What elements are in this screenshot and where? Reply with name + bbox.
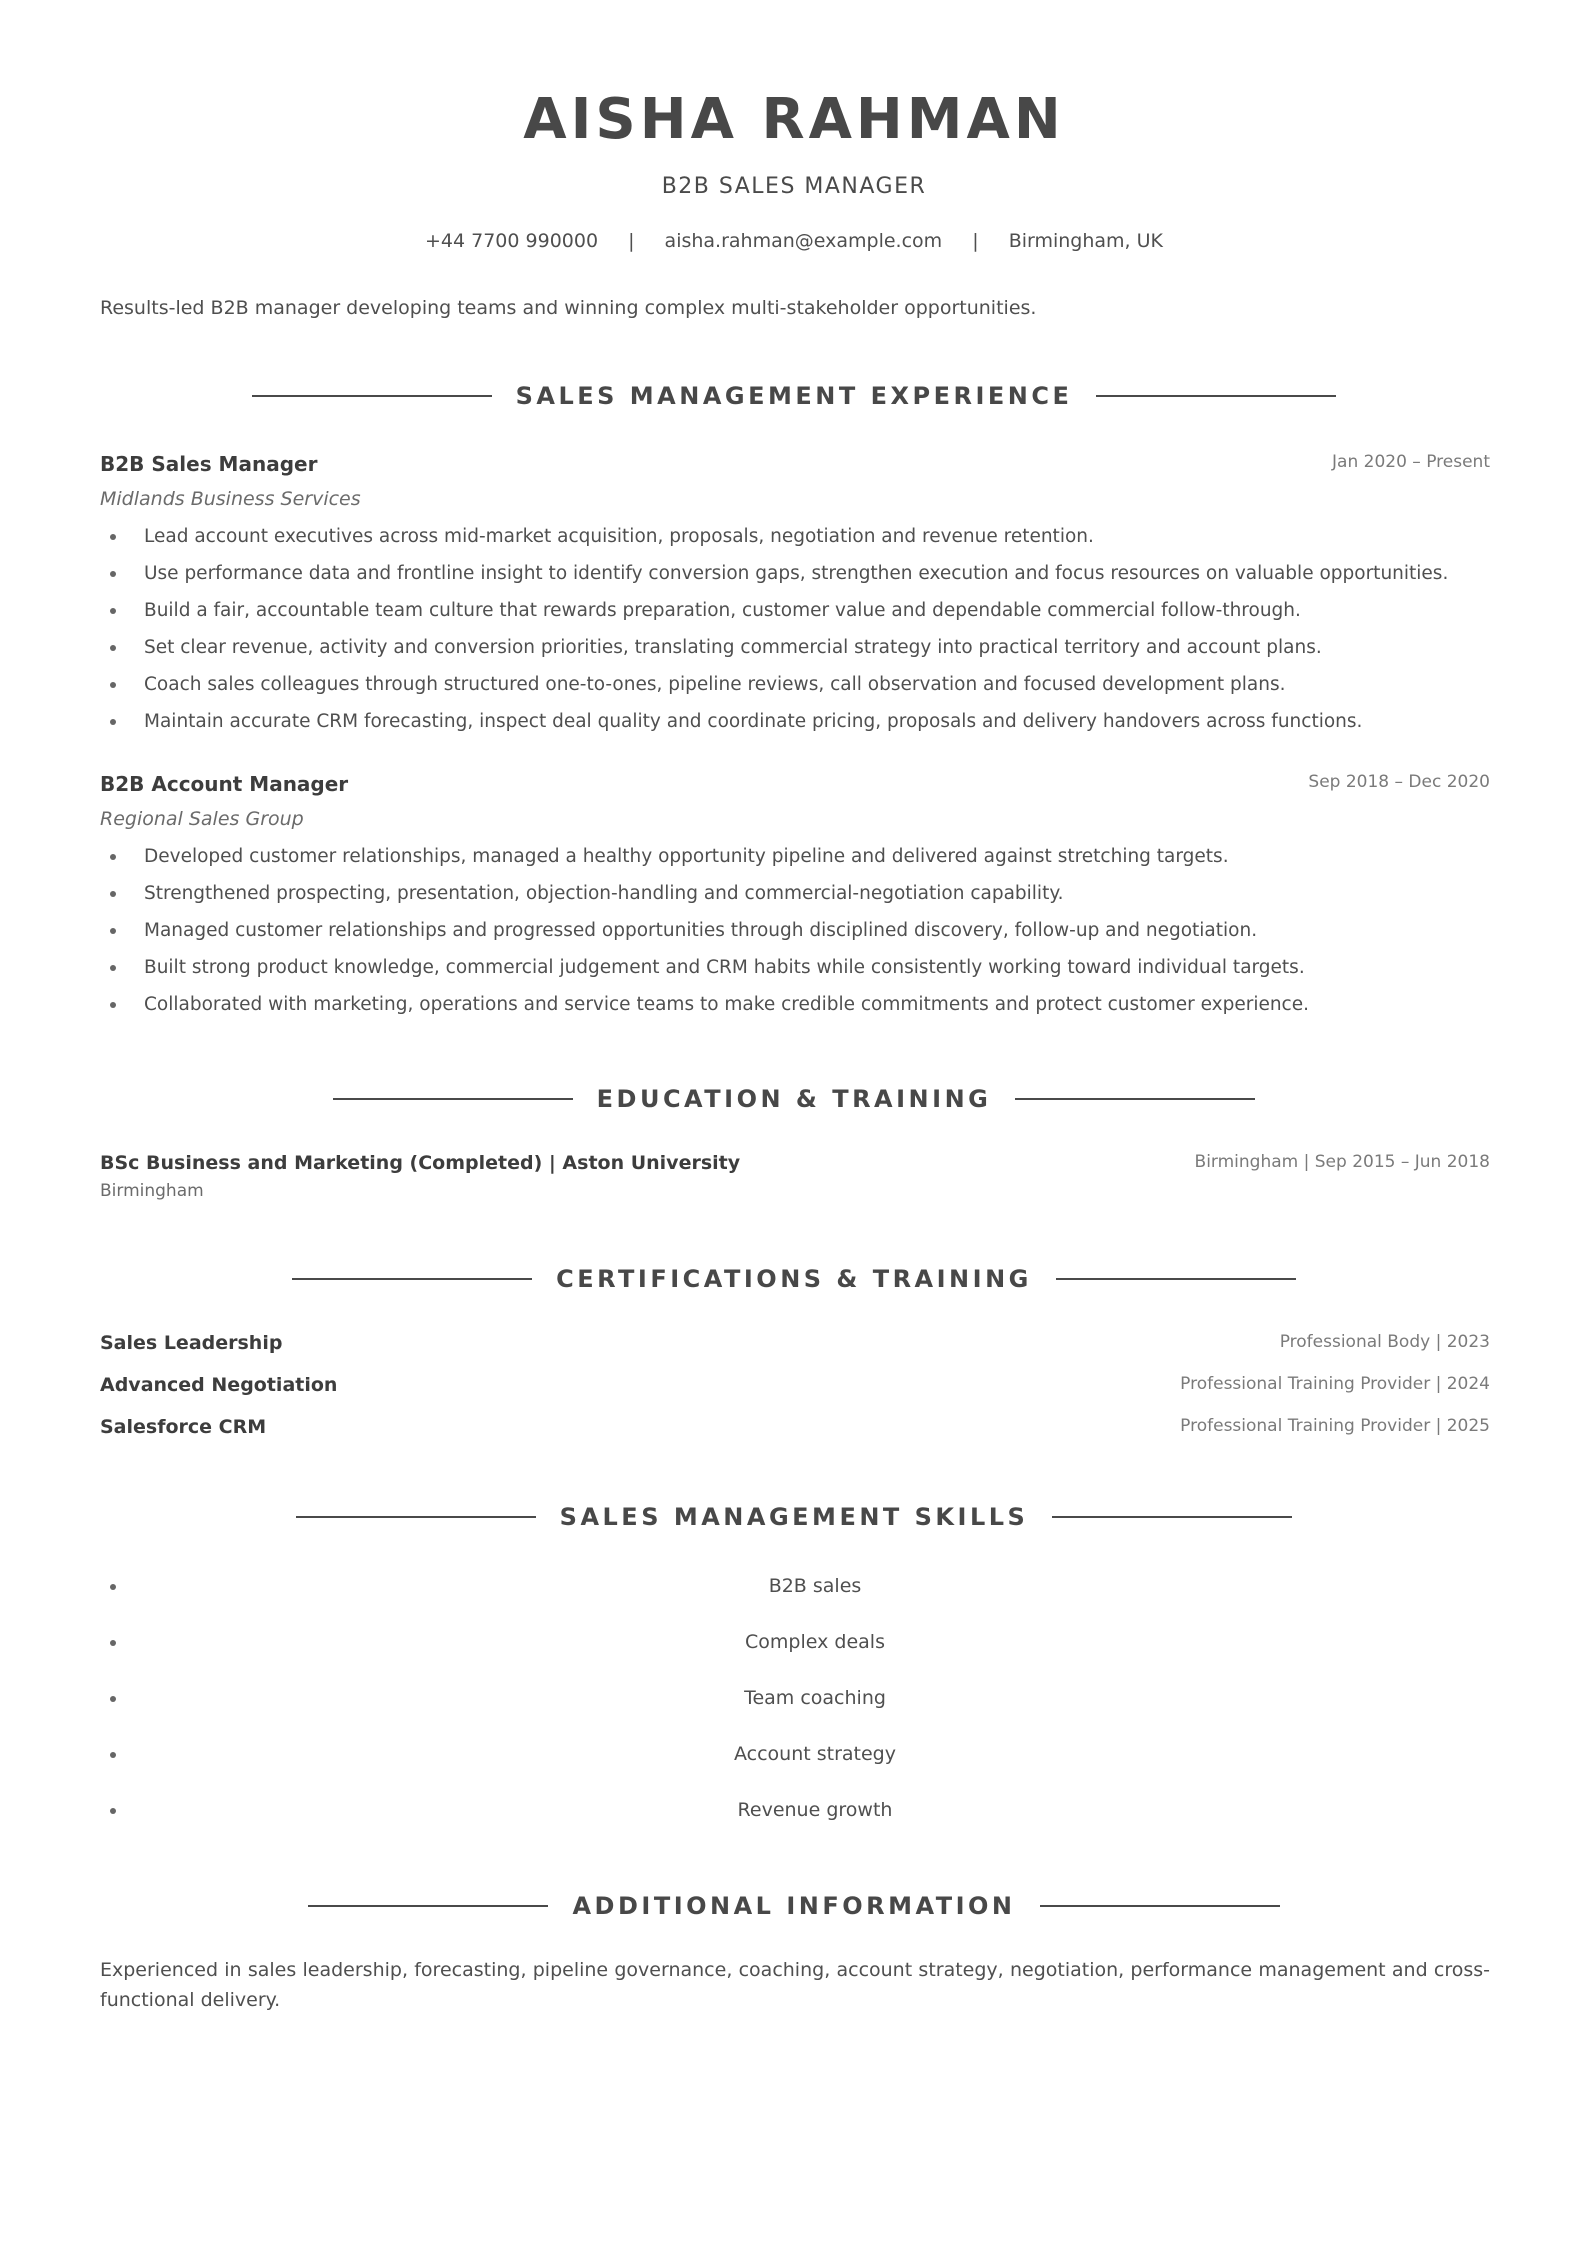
- education-entry: [100, 1148, 1490, 1204]
- education-dates: Birmingham | Sep 2015 – Jun 2018: [1194, 1152, 1490, 1172]
- degree-title: BSc Business and Marketing (Completed) | Aston University: [100, 1152, 741, 1174]
- bullet-icon: [110, 1002, 116, 1008]
- skill-item: Team coaching: [100, 1684, 1530, 1740]
- heading-rule-left: [296, 1516, 536, 1518]
- bullet-icon: [110, 534, 116, 540]
- certification-name: Advanced Negotiation: [100, 1374, 338, 1396]
- skill-item: Revenue growth: [100, 1796, 1530, 1852]
- heading-rule-left: [292, 1278, 532, 1280]
- list-item: Maintain accurate CRM forecasting, inspect deal quality and coordinate pricing, proposals and delivery handovers across functions.: [100, 703, 1490, 740]
- heading-rule-left: [308, 1905, 548, 1907]
- section-title: ADDITIONAL INFORMATION: [572, 1892, 1016, 1920]
- certification-detail: Professional Body | 2023: [1279, 1332, 1490, 1352]
- heading-rule-right: [1052, 1516, 1292, 1518]
- list-item: Coach sales colleagues through structured one-to-ones, pipeline reviews, call observation and focused development plans.: [100, 666, 1490, 703]
- phone-number: +44 7700 990000: [424, 230, 599, 252]
- job-entry: [100, 448, 1490, 740]
- bullet-icon: [110, 645, 116, 651]
- contact-separator: |: [972, 230, 979, 252]
- heading-rule-left: [333, 1098, 573, 1100]
- heading-rule-right: [1040, 1905, 1280, 1907]
- certifications-list: [100, 1328, 1490, 1454]
- certification-detail: Professional Training Provider | 2025: [1180, 1416, 1490, 1436]
- skill-item: Complex deals: [100, 1628, 1530, 1684]
- certification-detail: Professional Training Provider | 2024: [1180, 1374, 1490, 1394]
- responsibility-list: [100, 838, 1490, 1023]
- section-title: SALES MANAGEMENT SKILLS: [559, 1503, 1029, 1531]
- list-item: Use performance data and frontline insight to identify conversion gaps, strengthen execution and focus resources on valuable opportunities.: [100, 555, 1490, 592]
- job-entry: [100, 768, 1490, 1023]
- job-title: B2B Account Manager: [100, 772, 349, 796]
- additional-information-text: Experienced in sales leadership, forecasting, pipeline governance, coaching, account strategy, negotiation, performance management and cross-functional delivery.: [100, 1959, 1490, 2011]
- contact-separator: |: [628, 230, 635, 252]
- email-address: aisha.rahman@example.com: [664, 230, 943, 252]
- job-dates: Sep 2018 – Dec 2020: [1308, 772, 1490, 792]
- certification-name: Sales Leadership: [100, 1332, 283, 1354]
- company-name: Midlands Business Services: [100, 488, 361, 510]
- list-item: Collaborated with marketing, operations and service teams to make credible commitments and protect customer experience.: [100, 986, 1490, 1023]
- skill-item: Account strategy: [100, 1740, 1530, 1796]
- section-title: EDUCATION & TRAINING: [596, 1085, 992, 1113]
- bullet-icon: [110, 1696, 116, 1702]
- responsibility-list: [100, 518, 1490, 740]
- job-title-subtitle: B2B SALES MANAGER: [661, 174, 927, 199]
- list-item: Build a fair, accountable team culture that rewards preparation, customer value and dependable commercial follow-through.: [100, 592, 1490, 629]
- section-heading-experience: [0, 379, 1588, 413]
- skills-list: [100, 1572, 1530, 1852]
- location: Birmingham, UK: [1008, 230, 1164, 252]
- heading-rule-left: [252, 395, 492, 397]
- section-heading-education: [0, 1082, 1588, 1116]
- certification-item: [100, 1370, 1490, 1412]
- list-item: Lead account executives across mid-market acquisition, proposals, negotiation and revenue retention.: [100, 518, 1490, 555]
- certification-item: [100, 1328, 1490, 1370]
- section-title: CERTIFICATIONS & TRAINING: [556, 1265, 1032, 1293]
- profile-summary: Results-led B2B manager developing teams and winning complex multi-stakeholder opportunities.: [100, 297, 1037, 319]
- bullet-icon: [110, 1640, 116, 1646]
- job-dates: Jan 2020 – Present: [1332, 452, 1490, 472]
- bullet-icon: [110, 854, 116, 860]
- bullet-icon: [110, 928, 116, 934]
- heading-rule-right: [1096, 395, 1336, 397]
- section-heading-skills: [0, 1500, 1588, 1534]
- skill-item: B2B sales: [100, 1572, 1530, 1628]
- list-item: Managed customer relationships and progressed opportunities through disciplined discovery, follow-up and negotiation.: [100, 912, 1490, 949]
- list-item: Built strong product knowledge, commercial judgement and CRM habits while consistently working toward individual targets.: [100, 949, 1490, 986]
- contact-line: [0, 227, 1588, 255]
- bullet-icon: [110, 682, 116, 688]
- heading-rule-right: [1015, 1098, 1255, 1100]
- section-heading-certifications: [0, 1262, 1588, 1296]
- bullet-icon: [110, 1752, 116, 1758]
- bullet-icon: [110, 1584, 116, 1590]
- bullet-icon: [110, 1808, 116, 1814]
- job-title: B2B Sales Manager: [100, 452, 318, 476]
- section-heading-additional: [0, 1889, 1588, 1923]
- certification-name: Salesforce CRM: [100, 1416, 267, 1438]
- company-name: Regional Sales Group: [100, 808, 304, 830]
- bullet-icon: [110, 965, 116, 971]
- bullet-icon: [110, 571, 116, 577]
- list-item: Developed customer relationships, managed a healthy opportunity pipeline and delivered against stretching targets.: [100, 838, 1490, 875]
- section-title: SALES MANAGEMENT EXPERIENCE: [515, 382, 1073, 410]
- list-item: Strengthened prospecting, presentation, objection-handling and commercial-negotiation capability.: [100, 875, 1490, 912]
- bullet-icon: [110, 608, 116, 614]
- education-location: Birmingham: [100, 1181, 204, 1201]
- heading-rule-right: [1056, 1278, 1296, 1280]
- candidate-name: AISHA RAHMAN: [523, 87, 1065, 152]
- list-item: Set clear revenue, activity and conversion priorities, translating commercial strategy into practical territory and account plans.: [100, 629, 1490, 666]
- certification-item: [100, 1412, 1490, 1454]
- bullet-icon: [110, 891, 116, 897]
- bullet-icon: [110, 719, 116, 725]
